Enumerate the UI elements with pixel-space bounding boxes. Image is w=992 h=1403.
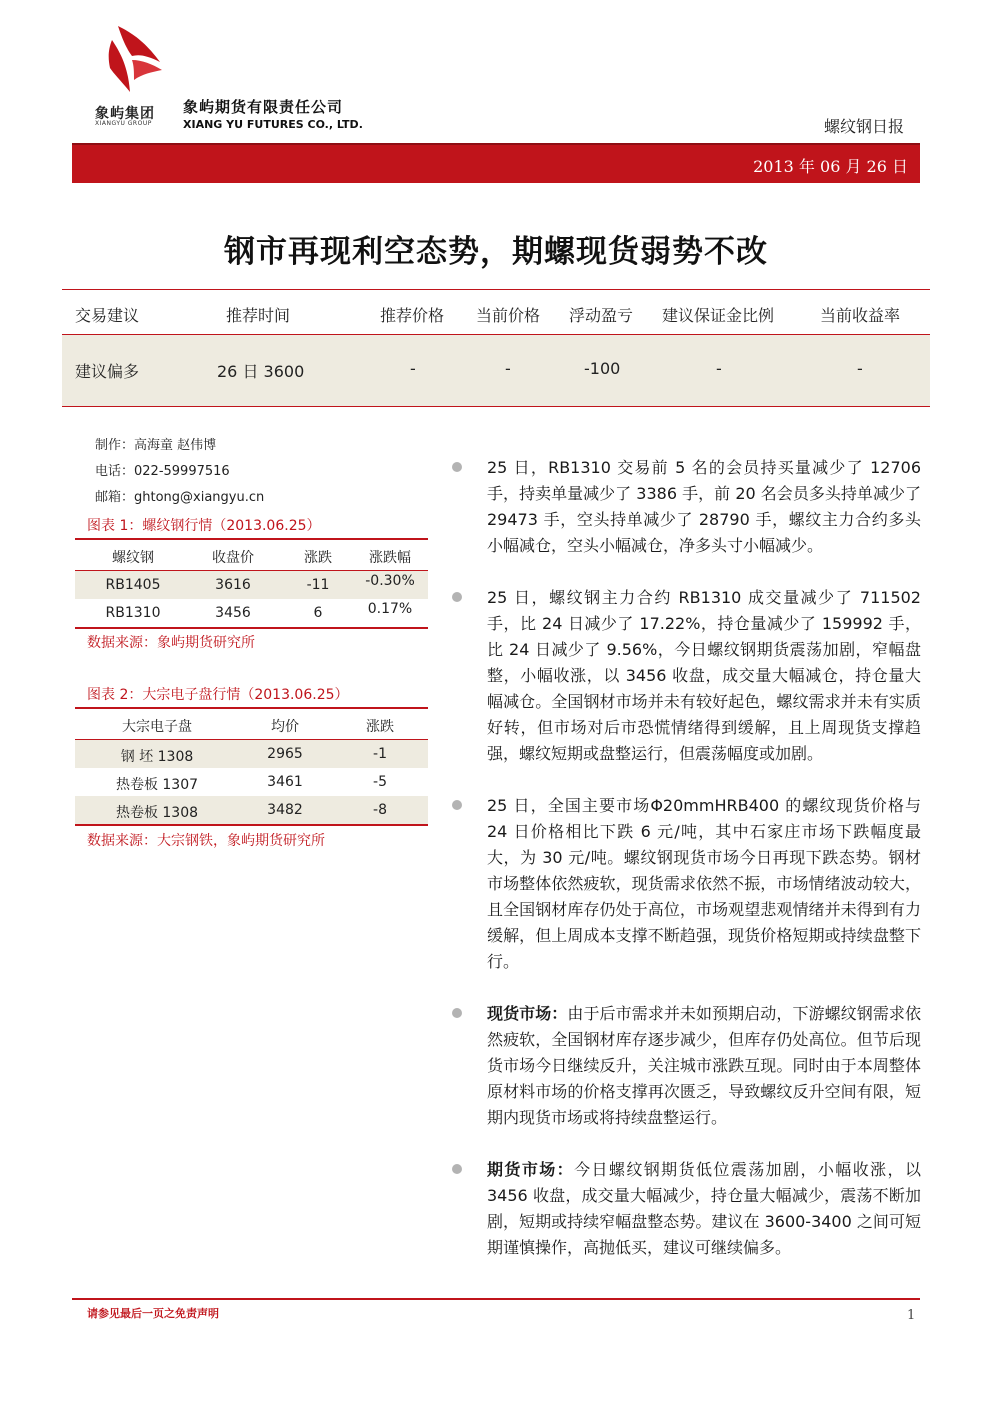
bullet-icon [452, 1164, 462, 1174]
header-cell: 涨跌 [366, 719, 394, 735]
header-cell: 螺纹钢 [112, 550, 154, 566]
email-line: 邮箱：ghtong@xiangyu.cn [95, 490, 265, 505]
page-title: 钢市再现利空态势，期螺现货弱势不改 [224, 234, 768, 270]
table1-header-row [75, 538, 428, 571]
table-cell: 6 [313, 605, 323, 621]
table-cell: 3456 [215, 605, 251, 621]
header-cell: 当前价格 [476, 306, 541, 325]
header-band [72, 143, 920, 183]
value-cell: - [857, 359, 863, 378]
table-cell: -0.30% [365, 573, 415, 589]
header-cell: 浮动盈亏 [569, 306, 634, 325]
table2-source: 数据来源：大宗钢铁，象屿期货研究所 [87, 833, 325, 849]
logo-english-text: XIANGYU GROUP [95, 120, 152, 127]
table-row [75, 796, 428, 826]
analysis-paragraph [487, 1001, 921, 1131]
value-cell: - [716, 359, 722, 378]
table-cell: 3616 [215, 577, 251, 593]
table-cell: -1 [373, 746, 387, 762]
table2-title: 图表 2：大宗电子盘行情（2013.06.25） [87, 687, 349, 703]
page-number: 1 [907, 1308, 916, 1323]
value-cell: 建议偏多 [75, 362, 140, 381]
report-date: 2013 年 06 月 26 日 [753, 157, 908, 176]
header-cell: 收盘价 [212, 550, 254, 566]
table-row [75, 599, 428, 629]
table2-header-row [75, 707, 428, 740]
paragraph-lead: 现货市场： [487, 1004, 568, 1023]
header-cell: 推荐时间 [226, 306, 291, 325]
bullet-icon [452, 462, 462, 472]
table2 [75, 707, 428, 826]
report-type: 螺纹钢日报 [823, 117, 904, 136]
recommendation-value-row [62, 335, 930, 407]
recommendation-table [62, 289, 930, 407]
value-cell: - [410, 359, 416, 378]
paragraph-text: 今日螺纹钢期货低位震荡加剧，小幅收涨，以 3456 收盘，成交量大幅减少，持仓量大幅减少，震荡不断加剧，短期或持续窄幅盘整态势。建议在 3600-3400 之间可短期谨慎操作，高抛低买，建议可继续偏多。 [487, 1160, 921, 1257]
table1-title: 图表 1：螺纹钢行情（2013.06.25） [87, 518, 321, 534]
author-line: 制作：高海童 赵伟博 [95, 438, 217, 453]
paragraph-text: 25 日，RB1310 交易前 5 名的会员持买量减少了 12706 手，持卖单量减少了 3386 手，前 20 名会员多头持单减少了 29473 手，空头持单减少了 28790 手，螺纹主力合约多头小幅减仓，空头小幅减仓，净多头寸小幅减少。 [487, 458, 921, 555]
table-cell: 0.17% [367, 601, 413, 617]
value-cell: 26 日 3600 [217, 362, 305, 381]
value-cell: - [505, 359, 511, 378]
paragraph-text: 由于后市需求并未如预期启动，下游螺纹钢需求依然疲软，全国钢材库存逐步减少，但库存仍处高位。但节后现货市场今日继续反升，关注城市涨跌互现。同时由于本周整体原材料市场的价格支撑再次匮乏，导致螺纹反升空间有限，短期内现货市场或将持续盘整运行。 [487, 1004, 921, 1127]
header-cell: 大宗电子盘 [122, 719, 192, 735]
table-cell: 3482 [267, 802, 303, 818]
header-cell: 交易建议 [75, 306, 140, 325]
table-cell: -5 [373, 774, 387, 790]
bullet-icon [452, 800, 462, 810]
analysis-paragraph [487, 455, 921, 559]
table-cell: 2965 [267, 746, 303, 762]
disclaimer-link[interactable]: 请参见最后一页之免责声明 [87, 1307, 219, 1320]
phone-line: 电话：022-59997516 [95, 464, 230, 479]
table-cell: 热卷板 1308 [115, 805, 199, 821]
company-name-en: XIANG YU FUTURES CO., LTD. [183, 118, 363, 131]
table-cell: -11 [306, 577, 330, 593]
header-cell: 涨跌 [304, 550, 332, 566]
table-cell: 钢 坯 1308 [120, 749, 194, 765]
recommendation-header-row [62, 289, 930, 335]
header-cell: 涨跌幅 [369, 550, 411, 566]
company-name-cn: 象屿期货有限责任公司 [183, 98, 344, 116]
logo-chinese-text: 象屿集团 [95, 106, 155, 122]
analysis-paragraph [487, 1157, 921, 1261]
paragraph-text: 25 日，全国主要市场Φ20mmHRB400 的螺纹现货价格与 24 日价格相比下跌 6 元/吨，其中石家庄市场下跌幅度最大，为 30 元/吨。螺纹钢现货市场今日再现下跌态势。钢材市场整体依然疲软，现货需求依然不振，市场情绪波动较大，且全国钢材库存仍处于高位，市场观望悲观情绪并未得到有力缓解，但上周成本支撑不断趋强，现货价格短期或持续盘整下行。 [487, 796, 921, 971]
paragraph-lead: 期货市场： [487, 1160, 575, 1179]
header-cell: 推荐价格 [380, 306, 445, 325]
header-cell: 均价 [271, 719, 299, 735]
table-cell: -8 [373, 802, 387, 818]
analysis-paragraph [487, 793, 921, 975]
table-row [75, 740, 428, 768]
analysis-paragraph [487, 585, 921, 767]
header-cell: 当前收益率 [820, 306, 901, 325]
table1-source: 数据来源：象屿期货研究所 [87, 635, 255, 651]
table-cell: RB1310 [105, 605, 161, 621]
footer-divider [72, 1298, 920, 1300]
table-cell: 3461 [267, 774, 303, 790]
table1 [75, 538, 428, 629]
bullet-icon [452, 592, 462, 602]
paragraph-text: 25 日，螺纹钢主力合约 RB1310 成交量减少了 711502 手，比 24 日减少了 17.22%，持仓量减少了 159992 手，比 24 日减少了 9.56%，今日螺纹钢期货震荡加剧，窄幅盘整，小幅收涨，以 3456 收盘，成交量大幅减仓，持仓量大幅减仓。全国钢材市场并未有较好起色，螺纹需求并未有实质好转，但市场对后市恐慌情绪得到缓解，且上周现货支撑趋强，螺纹短期或盘整运行，但震荡幅度或加剧。 [487, 588, 921, 763]
table-cell: 热卷板 1307 [115, 777, 199, 793]
bullet-icon [452, 1008, 462, 1018]
value-cell: -100 [584, 359, 621, 378]
table-row [75, 571, 428, 599]
company-logo-flag-icon [100, 22, 170, 100]
table-cell: RB1405 [105, 577, 161, 593]
table-row [75, 768, 428, 796]
header-cell: 建议保证金比例 [662, 306, 775, 325]
